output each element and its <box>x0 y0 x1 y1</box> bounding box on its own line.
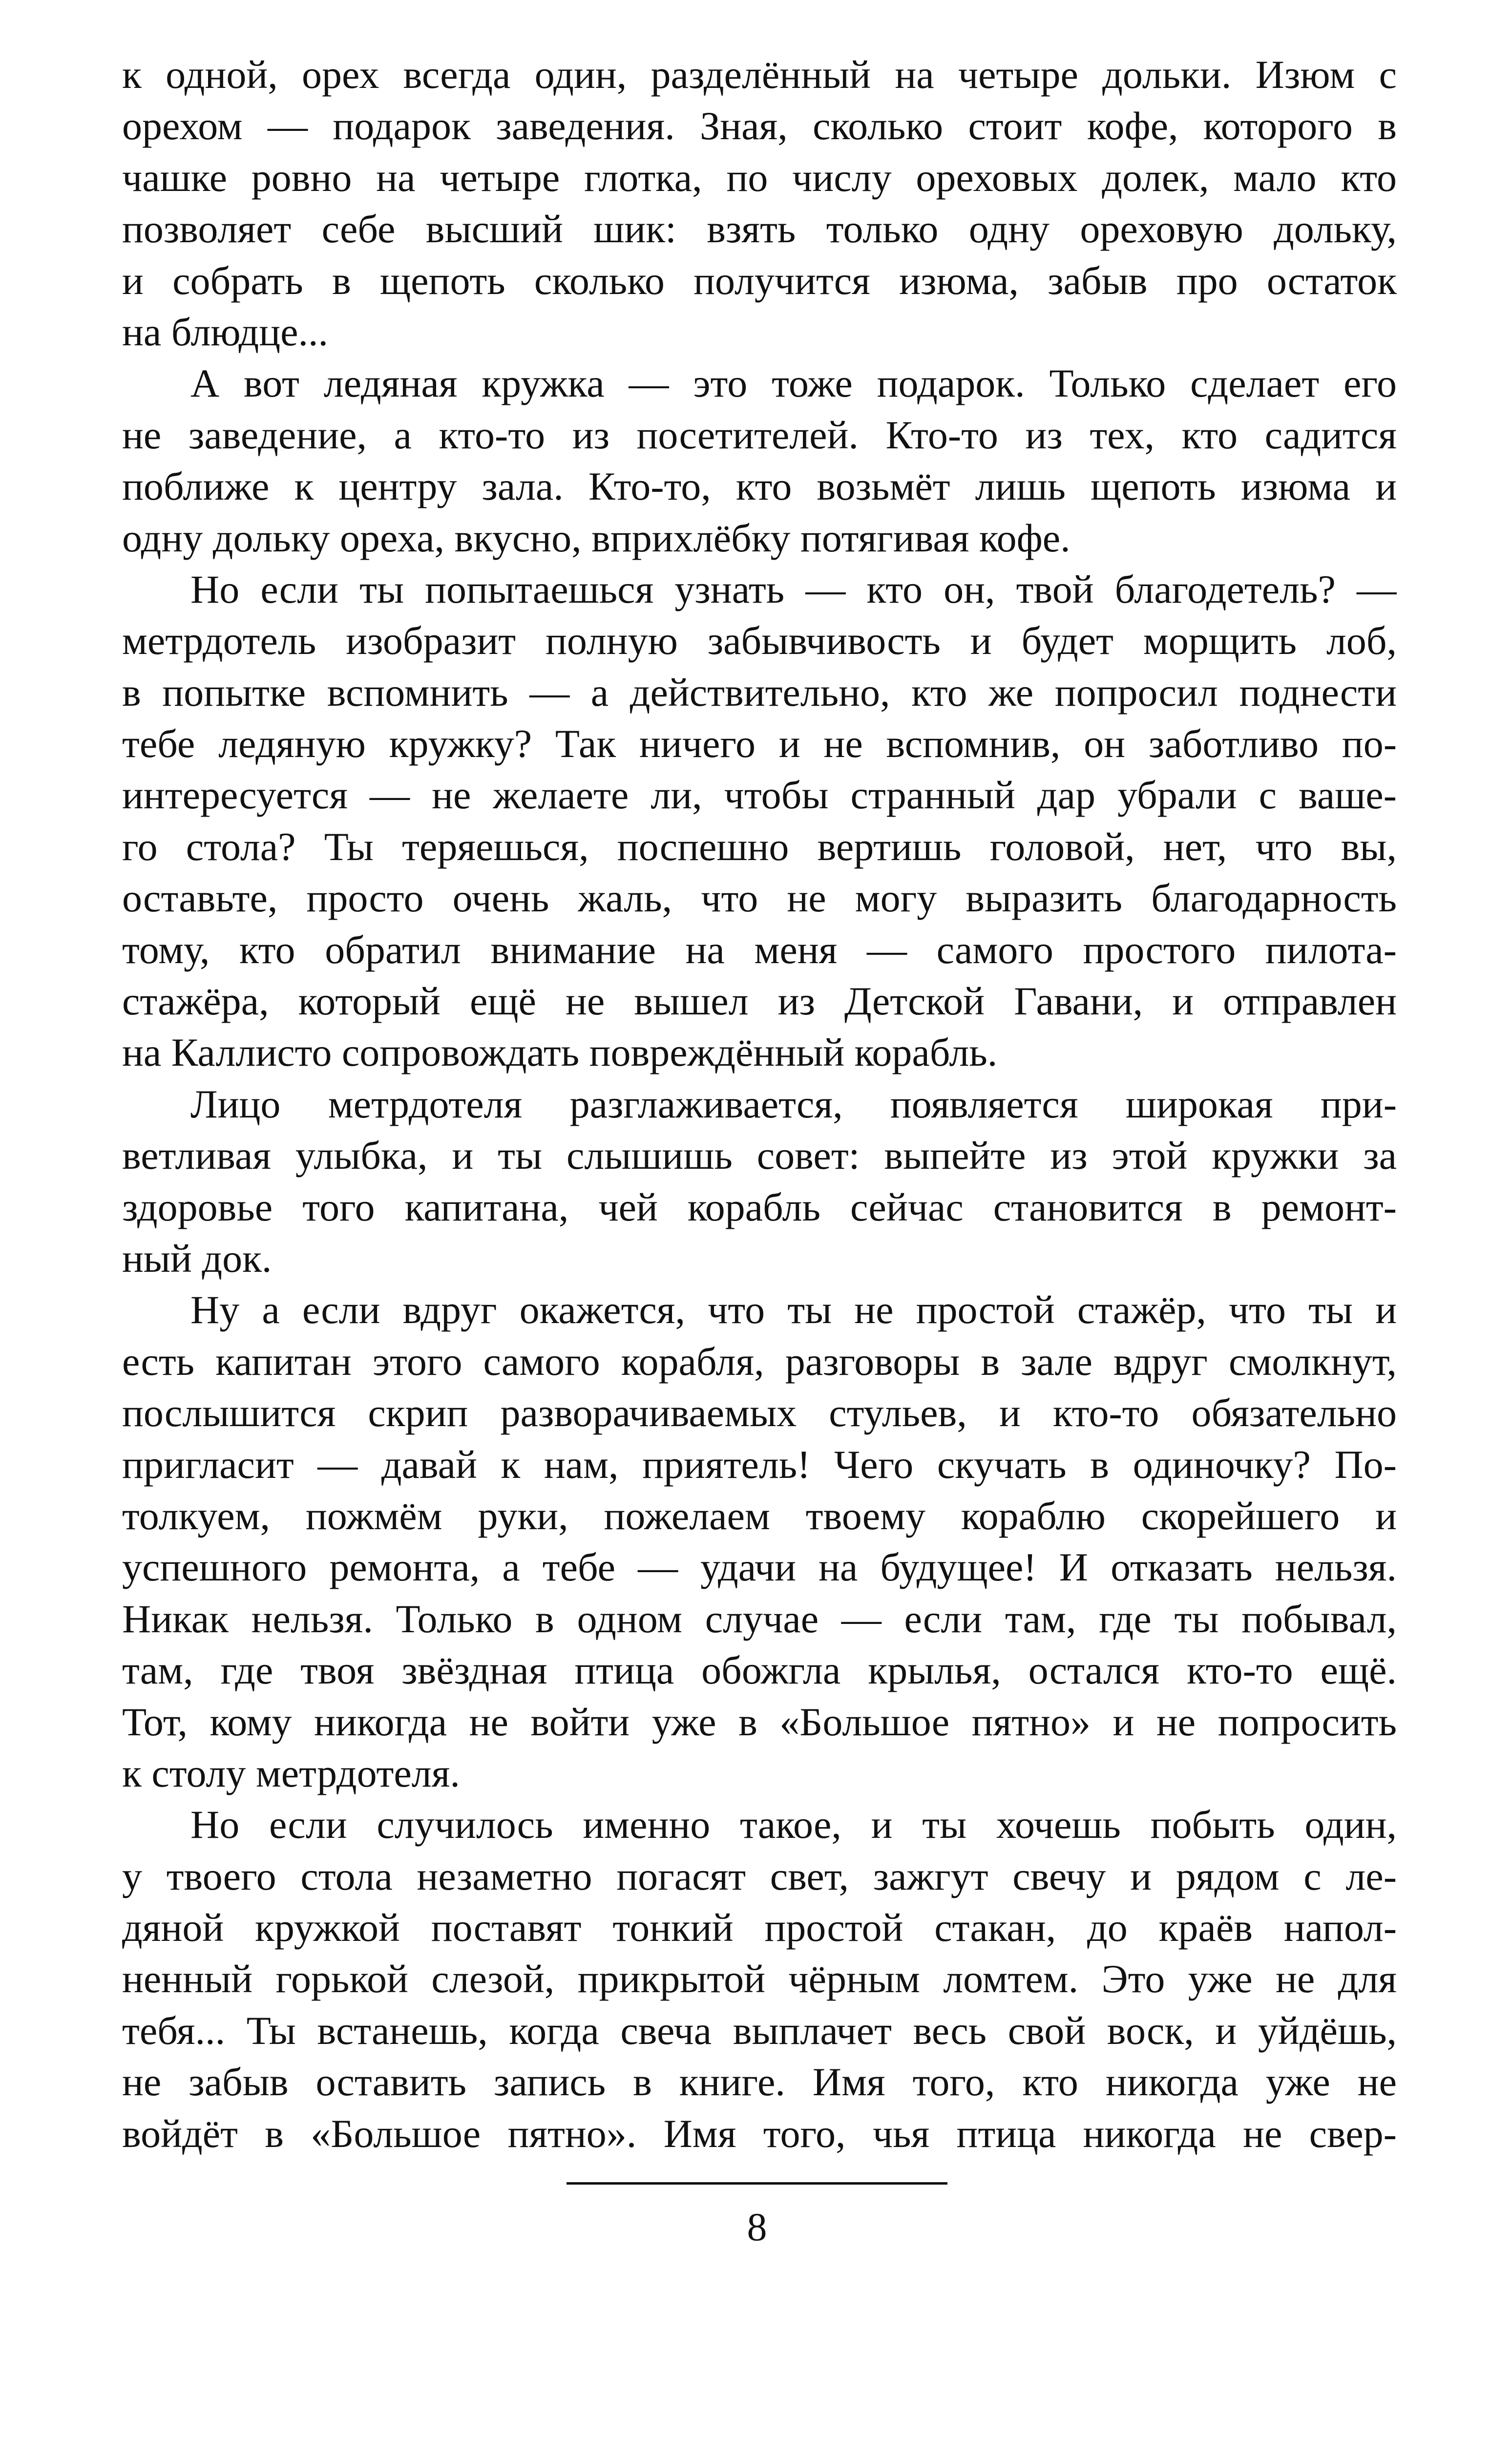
text-line: к одной, орех всегда один, разделённый на четыре дольки. Изюм с <box>122 52 1397 97</box>
paragraph <box>122 1284 1397 1799</box>
text-line: Но если случилось именно такое, и ты хочешь побыть один, <box>190 1802 1397 1847</box>
text-line: тому, кто обратил внимание на меня — самого простого пилота- <box>122 927 1397 972</box>
text-line: тебе ледяную кружку? Так ничего и не вспомнив, он заботливо по- <box>122 721 1397 766</box>
text-line: к столу метрдотеля. <box>122 1750 460 1795</box>
text-line: одну дольку ореха, вкусно, вприхлёбку потягивая кофе. <box>122 515 1071 560</box>
text-line: в попытке вспомнить — а действительно, кто же попросил поднести <box>122 670 1397 715</box>
footer-rule <box>567 2182 947 2185</box>
body-text <box>122 49 1397 2159</box>
paragraph <box>122 564 1397 1078</box>
text-line: го стола? Ты теряешься, поспешно вертишь головой, нет, что вы, <box>122 824 1397 869</box>
page-number: 8 <box>747 2205 767 2249</box>
paragraph <box>122 1799 1397 2159</box>
text-line: войдёт в «Большое пятно». Имя того, чья птица никогда не свер- <box>122 2111 1397 2156</box>
text-line: у твоего стола незаметно погасят свет, зажгут свечу и рядом с ле- <box>122 1853 1397 1898</box>
text-line: тебя... Ты встанешь, когда свеча выплачет весь свой воск, и уйдёшь, <box>122 2008 1397 2053</box>
text-line: толкуем, пожмём руки, пожелаем твоему кораблю скорейшего и <box>122 1493 1397 1538</box>
text-line: позволяет себе высший шик: взять только одну ореховую дольку, <box>122 207 1397 252</box>
text-line: не забыв оставить запись в книге. Имя того, кто никогда уже не <box>122 2060 1397 2105</box>
text-line: ненный горькой слезой, прикрытой чёрным ломтем. Это уже не для <box>122 1957 1397 2001</box>
paragraph <box>122 49 1397 358</box>
text-line: на блюдце... <box>122 309 328 354</box>
text-line: Никак нельзя. Только в одном случае — если там, где ты побывал, <box>122 1596 1397 1641</box>
text-line: ный док. <box>122 1236 272 1281</box>
text-line: есть капитан этого самого корабля, разговоры в зале вдруг смолкнут, <box>122 1339 1397 1384</box>
text-line: успешного ремонта, а тебе — удачи на будущее! И отказать нельзя. <box>122 1545 1397 1590</box>
text-line: ветливая улыбка, и ты слышишь совет: выпейте из этой кружки за <box>122 1133 1397 1178</box>
text-line: на Каллисто сопровождать повреждённый корабль. <box>122 1030 998 1075</box>
text-line: не заведение, а кто-то из посетителей. Кто-то из тех, кто садится <box>122 412 1397 457</box>
text-line: стажёра, который ещё не вышел из Детской Гавани, и отправлен <box>122 979 1397 1024</box>
text-line: и собрать в щепоть сколько получится изюма, забыв про остаток <box>122 258 1397 303</box>
text-line: Но если ты попытаешься узнать — кто он, твой благодетель? — <box>190 567 1397 611</box>
text-line: послышится скрип разворачиваемых стульев, и кто-то обязательно <box>122 1390 1397 1435</box>
text-line: дяной кружкой поставят тонкий простой стакан, до краёв напол- <box>122 1905 1397 1950</box>
text-line: А вот ледяная кружка — это тоже подарок. Только сделает его <box>190 361 1397 406</box>
text-line: интересуется — не желаете ли, чтобы странный дар убрали с ваше- <box>122 773 1397 818</box>
text-line: Тот, кому никогда не войти уже в «Большое пятно» и не попросить <box>122 1699 1397 1744</box>
text-line: пригласит — давай к нам, приятель! Чего скучать в одиночку? По- <box>122 1442 1397 1487</box>
text-line: Лицо метрдотеля разглаживается, появляется широкая при- <box>190 1081 1397 1126</box>
text-line: поближе к центру зала. Кто-то, кто возьмёт лишь щепоть изюма и <box>122 464 1397 509</box>
paragraph <box>122 1078 1397 1284</box>
text-line: оставьте, просто очень жаль, что не могу выразить благодарность <box>122 876 1397 921</box>
text-line: метрдотель изобразит полную забывчивость и будет морщить лоб, <box>122 618 1397 663</box>
paragraph <box>122 358 1397 564</box>
text-line: там, где твоя звёздная птица обожгла крылья, остался кто-то ещё. <box>122 1648 1397 1693</box>
text-line: чашке ровно на четыре глотка, по числу ореховых долек, мало кто <box>122 155 1397 200</box>
text-line: орехом — подарок заведения. Зная, сколько стоит кофе, которого в <box>122 104 1397 148</box>
text-line: Ну а если вдруг окажется, что ты не простой стажёр, что ты и <box>190 1287 1397 1332</box>
text-line: здоровье того капитана, чей корабль сейчас становится в ремонт- <box>122 1184 1397 1229</box>
